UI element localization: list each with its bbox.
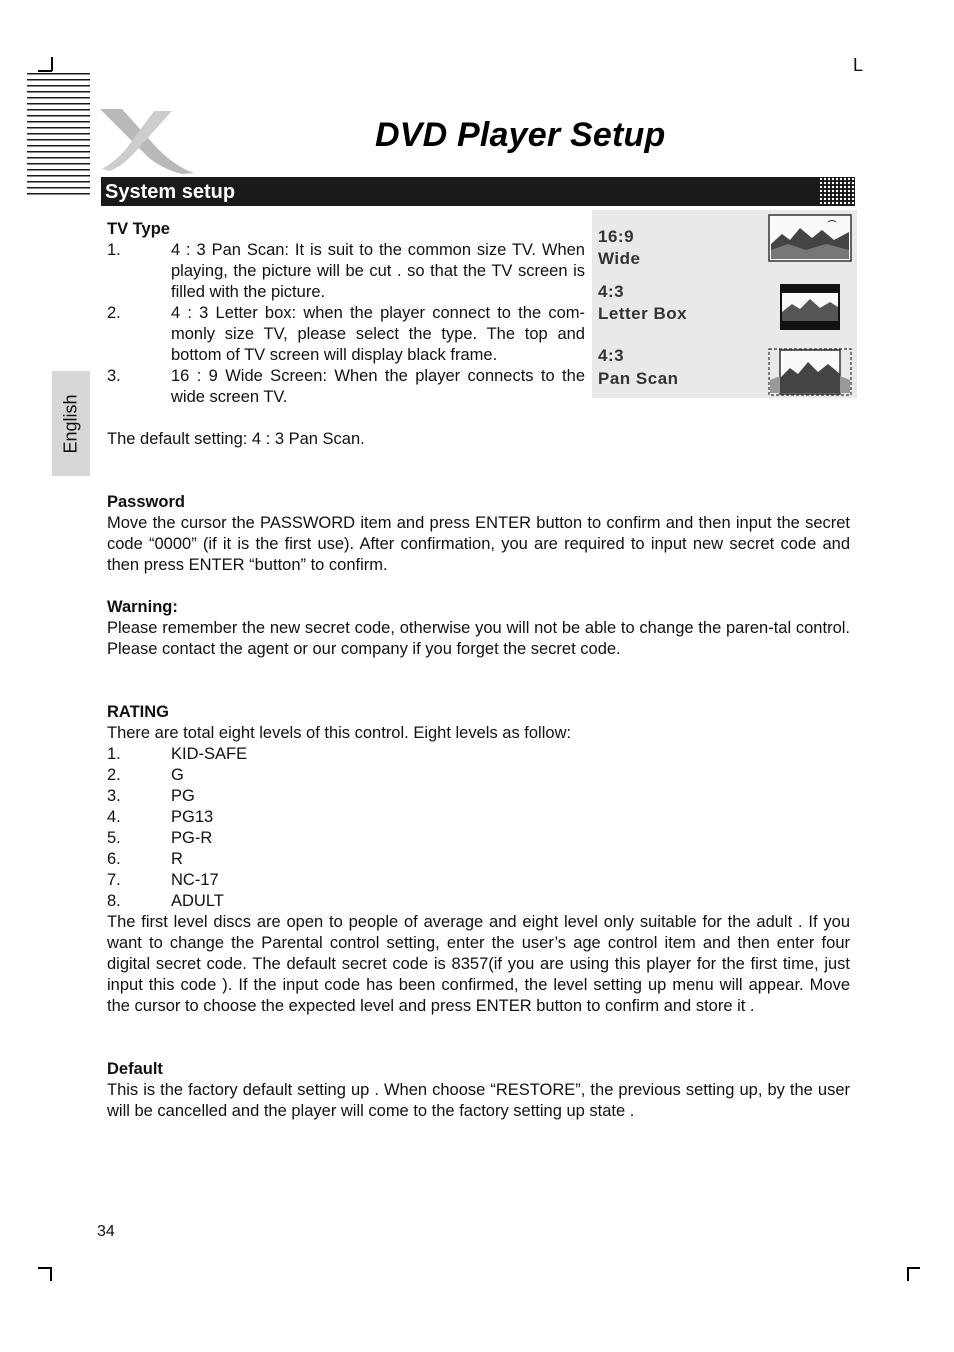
list-item bbox=[107, 303, 585, 366]
tv-type-default-note: The default setting: 4 : 3 Pan Scan. bbox=[107, 430, 365, 448]
rating-intro: There are total eight levels of this control. Eight levels as follow: bbox=[107, 724, 572, 742]
rating-section bbox=[107, 702, 850, 1017]
rating-level-label: PG13 bbox=[171, 808, 214, 826]
decorative-stripes bbox=[27, 73, 90, 199]
tv-type-section bbox=[107, 219, 850, 450]
crop-mark-top-left-v bbox=[51, 57, 53, 71]
list-item-number: 7. bbox=[107, 871, 121, 889]
list-item-number: 3. bbox=[107, 787, 121, 805]
list-item-number: 6. bbox=[107, 850, 121, 868]
list-item bbox=[107, 765, 850, 786]
figure-panscan-name: Pan Scan bbox=[598, 369, 679, 388]
list-item bbox=[107, 870, 850, 891]
rating-level-label: PG-R bbox=[171, 829, 213, 847]
list-item bbox=[107, 366, 585, 408]
corner-mark: L bbox=[853, 55, 864, 75]
figure-letterbox-ratio: 4:3 bbox=[598, 282, 625, 301]
rating-levels-list bbox=[107, 744, 850, 912]
warning-heading: Warning: bbox=[107, 598, 178, 616]
crop-mark-top-left-h bbox=[38, 70, 52, 72]
list-item bbox=[107, 828, 850, 849]
default-section bbox=[107, 1059, 850, 1122]
list-item-text: 4 : 3 Letter box: when the player connect to the com-monly size TV, please select the type. The top and bottom of TV screen will display black frame. bbox=[171, 304, 585, 364]
password-text: Move the cursor the PASSWORD item and press ENTER button to confirm and then input the secret code “0000” (if it is the first use). After confirmation, you are required to input new secret code and then press ENTER “button” to confirm. bbox=[107, 514, 850, 574]
list-item-number: 1. bbox=[107, 745, 121, 763]
rating-level-label: ADULT bbox=[171, 892, 224, 910]
language-tab bbox=[52, 371, 90, 476]
default-heading: Default bbox=[107, 1060, 163, 1078]
list-item-number: 5. bbox=[107, 829, 121, 847]
rating-level-label: KID-SAFE bbox=[171, 745, 248, 763]
list-item bbox=[107, 744, 850, 765]
dot-pattern-decoration bbox=[819, 177, 855, 206]
list-item bbox=[107, 240, 585, 303]
crop-mark-bottom-right-v bbox=[907, 1267, 909, 1281]
list-item bbox=[107, 786, 850, 807]
crop-mark-bottom-right-h bbox=[907, 1267, 920, 1269]
rating-level-label: R bbox=[171, 850, 183, 868]
warning-text: Please remember the new secret code, otherwise you will not be able to change the paren-tal control. Please contact the agent or our company if you forget the secret code. bbox=[107, 619, 850, 658]
password-section bbox=[107, 492, 850, 576]
list-item bbox=[107, 807, 850, 828]
password-heading: Password bbox=[107, 493, 185, 511]
rating-heading: RATING bbox=[107, 703, 170, 721]
crop-mark-bottom-left-v bbox=[50, 1267, 52, 1281]
figure-wide-ratio: 16:9 bbox=[598, 227, 635, 246]
list-item-text: 4 : 3 Pan Scan: It is suit to the common size TV. When playing, the picture will be cut . so that the TV screen is filled with the picture. bbox=[171, 241, 585, 301]
page-number: 34 bbox=[97, 1223, 115, 1240]
main-content bbox=[107, 219, 850, 1122]
tv-type-list bbox=[107, 240, 585, 408]
rating-level-label: PG bbox=[171, 787, 195, 805]
section-title: System setup bbox=[105, 181, 236, 203]
warning-section bbox=[107, 597, 850, 660]
brand-logo-icon bbox=[96, 105, 196, 177]
rating-level-label: G bbox=[171, 766, 184, 784]
list-item bbox=[107, 891, 850, 912]
figure-letterbox-name: Letter Box bbox=[598, 304, 688, 323]
list-item bbox=[107, 849, 850, 870]
rating-body: The first level discs are open to people of average and eight level only suitable for the adult . If you want to change the Parental control setting, enter the user’s age control item and then enter four digital secret code. The default secret code is 8357(if you are using this player for the first time, just input this code ). If the input code has been confirmed, the level setting up menu will appear. Move the cursor to choose the expected level and press ENTER button to confirm and store it . bbox=[107, 913, 850, 1015]
figure-wide-name: Wide bbox=[598, 249, 641, 268]
list-item-text: 16 : 9 Wide Screen: When the player connects to the wide screen TV. bbox=[171, 367, 585, 406]
list-item-number: 4. bbox=[107, 808, 121, 826]
list-item-number: 3. bbox=[107, 367, 121, 385]
rating-level-label: NC-17 bbox=[171, 871, 219, 889]
default-text: This is the factory default setting up . When choose “RESTORE”, the previous setting up, by the user will be cancelled and the player will come to the factory setting up state . bbox=[107, 1081, 850, 1120]
list-item-number: 2. bbox=[107, 304, 121, 322]
section-header-bar bbox=[101, 177, 855, 206]
list-item-number: 2. bbox=[107, 766, 121, 784]
list-item-number: 1. bbox=[107, 241, 121, 259]
tv-type-heading: TV Type bbox=[107, 220, 170, 238]
language-tab-label: English bbox=[60, 393, 81, 454]
figure-panscan-ratio: 4:3 bbox=[598, 346, 625, 365]
page-title: DVD Player Setup bbox=[375, 116, 666, 154]
list-item-number: 8. bbox=[107, 892, 121, 910]
